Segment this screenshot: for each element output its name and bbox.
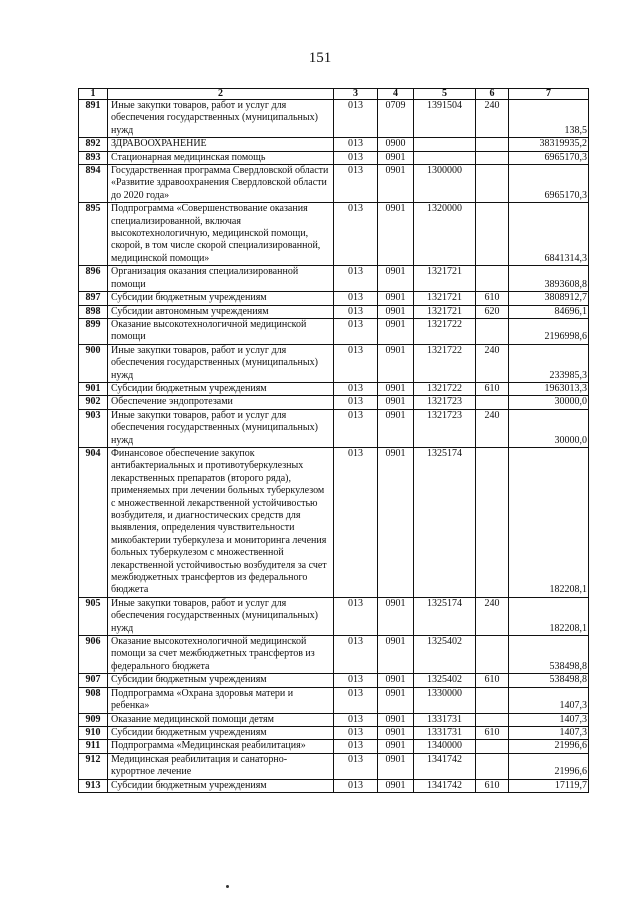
target-article-code: 1321722	[414, 344, 476, 382]
table-row	[79, 266, 589, 292]
row-number: 902	[79, 396, 108, 409]
ministry-code: 013	[334, 713, 378, 726]
target-article-code: 1321723	[414, 396, 476, 409]
expense-type-code: 610	[476, 726, 509, 739]
row-name: ЗДРАВООХРАНЕНИЕ	[108, 138, 334, 151]
ministry-code: 013	[334, 165, 378, 203]
section-code: 0901	[378, 344, 414, 382]
section-code: 0901	[378, 779, 414, 792]
expense-type-code	[476, 713, 509, 726]
table-row	[79, 203, 589, 266]
amount: 30000,0	[509, 409, 589, 447]
expense-type-code: 240	[476, 597, 509, 635]
row-name: Финансовое обеспечение закупок антибактериальных и противотуберкулезных лекарственных препаратов (второго ряда), применяемых при лечении больных туберкулезом с множественной лекарственной устойчивостью возбудителя, и диагностических средств для выявления, определения чувствительности микобактерии туберкулеза и мониторинга лечения больных туберкулезом с множественной лекарственной устойчивостью возбудителя за счет межбюджетных трансфертов из федерального бюджета	[108, 447, 334, 597]
section-code: 0900	[378, 138, 414, 151]
table-row	[79, 779, 589, 792]
target-article-code: 1341742	[414, 753, 476, 779]
header-row	[79, 89, 589, 100]
row-number: 908	[79, 687, 108, 713]
section-code: 0901	[378, 636, 414, 674]
ministry-code: 013	[334, 100, 378, 138]
row-number: 907	[79, 674, 108, 687]
table-row	[79, 305, 589, 318]
amount: 30000,0	[509, 396, 589, 409]
ministry-code: 013	[334, 740, 378, 753]
amount: 538498,8	[509, 674, 589, 687]
table-row	[79, 597, 589, 635]
row-number: 897	[79, 292, 108, 305]
target-article-code: 1321722	[414, 318, 476, 344]
ministry-code: 013	[334, 344, 378, 382]
expense-type-code	[476, 740, 509, 753]
row-number: 904	[79, 447, 108, 597]
row-number: 903	[79, 409, 108, 447]
section-code: 0901	[378, 151, 414, 164]
section-code: 0901	[378, 292, 414, 305]
expense-type-code	[476, 753, 509, 779]
row-number: 913	[79, 779, 108, 792]
expense-type-code	[476, 318, 509, 344]
section-code: 0901	[378, 165, 414, 203]
table-row	[79, 447, 589, 597]
page-number: 151	[308, 50, 332, 66]
amount: 182208,1	[509, 597, 589, 635]
row-number: 892	[79, 138, 108, 151]
expense-type-code: 610	[476, 779, 509, 792]
section-code: 0901	[378, 740, 414, 753]
target-article-code: 1300000	[414, 165, 476, 203]
expense-type-code	[476, 151, 509, 164]
row-name: Субсидии бюджетным учреждениям	[108, 292, 334, 305]
ministry-code: 013	[334, 753, 378, 779]
row-name: Субсидии бюджетным учреждениям	[108, 779, 334, 792]
row-name: Государственная программа Свердловской области «Развитие здравоохранения Свердловской области до 2020 года»	[108, 165, 334, 203]
ministry-code: 013	[334, 396, 378, 409]
target-article-code: 1330000	[414, 687, 476, 713]
row-number: 911	[79, 740, 108, 753]
row-number: 898	[79, 305, 108, 318]
target-article-code	[414, 138, 476, 151]
table-row	[79, 687, 589, 713]
table-row	[79, 753, 589, 779]
target-article-code: 1321721	[414, 305, 476, 318]
amount: 21996,6	[509, 753, 589, 779]
target-article-code: 1325174	[414, 597, 476, 635]
column-header: 3	[334, 89, 378, 100]
amount: 84696,1	[509, 305, 589, 318]
target-article-code: 1340000	[414, 740, 476, 753]
ministry-code: 013	[334, 203, 378, 266]
expense-type-code: 240	[476, 409, 509, 447]
row-number: 895	[79, 203, 108, 266]
expense-type-code: 620	[476, 305, 509, 318]
expense-type-code: 240	[476, 344, 509, 382]
amount: 6965170,3	[509, 165, 589, 203]
table-row	[79, 292, 589, 305]
expense-type-code: 610	[476, 382, 509, 395]
column-header: 4	[378, 89, 414, 100]
row-number: 909	[79, 713, 108, 726]
column-header: 2	[108, 89, 334, 100]
table-body	[79, 89, 589, 793]
amount: 233985,3	[509, 344, 589, 382]
expense-type-code	[476, 138, 509, 151]
row-number: 899	[79, 318, 108, 344]
section-code: 0901	[378, 726, 414, 739]
scan-mark	[226, 885, 229, 888]
row-number: 905	[79, 597, 108, 635]
row-name: Субсидии бюджетным учреждениям	[108, 674, 334, 687]
amount: 1407,3	[509, 726, 589, 739]
table-row	[79, 636, 589, 674]
budget-table	[78, 88, 589, 793]
target-article-code: 1321721	[414, 266, 476, 292]
row-number: 912	[79, 753, 108, 779]
table-row	[79, 344, 589, 382]
target-article-code	[414, 151, 476, 164]
row-number: 901	[79, 382, 108, 395]
row-name: Подпрограмма «Совершенствование оказания специализированной, включая высокотехнологичную, медицинской помощи, скорой, в том числе скорой специализированной, медицинской помощи»	[108, 203, 334, 266]
target-article-code: 1320000	[414, 203, 476, 266]
row-name: Стационарная медицинская помощь	[108, 151, 334, 164]
table-row	[79, 151, 589, 164]
row-name: Обеспечение эндопротезами	[108, 396, 334, 409]
ministry-code: 013	[334, 382, 378, 395]
amount: 6965170,3	[509, 151, 589, 164]
row-name: Субсидии бюджетным учреждениям	[108, 382, 334, 395]
target-article-code: 1325174	[414, 447, 476, 597]
section-code: 0901	[378, 318, 414, 344]
table-row	[79, 396, 589, 409]
row-name: Подпрограмма «Медицинская реабилитация»	[108, 740, 334, 753]
section-code: 0901	[378, 674, 414, 687]
target-article-code: 1331731	[414, 726, 476, 739]
section-code: 0901	[378, 305, 414, 318]
expense-type-code	[476, 687, 509, 713]
row-number: 893	[79, 151, 108, 164]
ministry-code: 013	[334, 305, 378, 318]
section-code: 0709	[378, 100, 414, 138]
amount: 138,5	[509, 100, 589, 138]
row-number: 894	[79, 165, 108, 203]
target-article-code: 1325402	[414, 674, 476, 687]
expense-type-code: 240	[476, 100, 509, 138]
column-header: 1	[79, 89, 108, 100]
row-name: Иные закупки товаров, работ и услуг для обеспечения государственных (муниципальных) нужд	[108, 597, 334, 635]
amount: 6841314,3	[509, 203, 589, 266]
target-article-code: 1325402	[414, 636, 476, 674]
row-name: Оказание высокотехнологичной медицинской помощи за счет межбюджетных трансфертов из федерального бюджета	[108, 636, 334, 674]
section-code: 0901	[378, 382, 414, 395]
table-row	[79, 740, 589, 753]
expense-type-code	[476, 636, 509, 674]
ministry-code: 013	[334, 597, 378, 635]
table-row	[79, 674, 589, 687]
amount: 3808912,7	[509, 292, 589, 305]
table-row	[79, 318, 589, 344]
target-article-code: 1321721	[414, 292, 476, 305]
table-row	[79, 165, 589, 203]
expense-type-code	[476, 165, 509, 203]
table-row	[79, 382, 589, 395]
table-row	[79, 409, 589, 447]
expense-type-code	[476, 266, 509, 292]
ministry-code: 013	[334, 292, 378, 305]
amount: 38319935,2	[509, 138, 589, 151]
row-name: Субсидии бюджетным учреждениям	[108, 726, 334, 739]
amount: 1963013,3	[509, 382, 589, 395]
ministry-code: 013	[334, 779, 378, 792]
ministry-code: 013	[334, 151, 378, 164]
section-code: 0901	[378, 266, 414, 292]
target-article-code: 1391504	[414, 100, 476, 138]
amount: 21996,6	[509, 740, 589, 753]
section-code: 0901	[378, 203, 414, 266]
ministry-code: 013	[334, 409, 378, 447]
row-name: Субсидии автономным учреждениям	[108, 305, 334, 318]
section-code: 0901	[378, 713, 414, 726]
row-name: Подпрограмма «Охрана здоровья матери и ребенка»	[108, 687, 334, 713]
target-article-code: 1341742	[414, 779, 476, 792]
ministry-code: 013	[334, 687, 378, 713]
target-article-code: 1331731	[414, 713, 476, 726]
ministry-code: 013	[334, 674, 378, 687]
row-number: 900	[79, 344, 108, 382]
section-code: 0901	[378, 687, 414, 713]
ministry-code: 013	[334, 266, 378, 292]
section-code: 0901	[378, 597, 414, 635]
row-name: Медицинская реабилитация и санаторно-курортное лечение	[108, 753, 334, 779]
table-row	[79, 100, 589, 138]
table-row	[79, 726, 589, 739]
expense-type-code	[476, 396, 509, 409]
row-number: 896	[79, 266, 108, 292]
row-number: 891	[79, 100, 108, 138]
ministry-code: 013	[334, 138, 378, 151]
section-code: 0901	[378, 409, 414, 447]
column-header: 5	[414, 89, 476, 100]
expense-type-code: 610	[476, 674, 509, 687]
amount: 3893608,8	[509, 266, 589, 292]
expense-type-code	[476, 447, 509, 597]
amount: 17119,7	[509, 779, 589, 792]
row-name: Иные закупки товаров, работ и услуг для обеспечения государственных (муниципальных) нужд	[108, 344, 334, 382]
target-article-code: 1321722	[414, 382, 476, 395]
row-number: 910	[79, 726, 108, 739]
table-row	[79, 713, 589, 726]
expense-type-code	[476, 203, 509, 266]
section-code: 0901	[378, 396, 414, 409]
amount: 182208,1	[509, 447, 589, 597]
column-header: 7	[509, 89, 589, 100]
row-name: Иные закупки товаров, работ и услуг для обеспечения государственных (муниципальных) нужд	[108, 100, 334, 138]
section-code: 0901	[378, 447, 414, 597]
row-number: 906	[79, 636, 108, 674]
row-name: Оказание высокотехнологичной медицинской помощи	[108, 318, 334, 344]
target-article-code: 1321723	[414, 409, 476, 447]
ministry-code: 013	[334, 636, 378, 674]
expense-type-code: 610	[476, 292, 509, 305]
amount: 538498,8	[509, 636, 589, 674]
ministry-code: 013	[334, 726, 378, 739]
amount: 1407,3	[509, 713, 589, 726]
row-name: Оказание медицинской помощи детям	[108, 713, 334, 726]
row-name: Организация оказания специализированной помощи	[108, 266, 334, 292]
ministry-code: 013	[334, 318, 378, 344]
amount: 2196998,6	[509, 318, 589, 344]
column-header: 6	[476, 89, 509, 100]
ministry-code: 013	[334, 447, 378, 597]
section-code: 0901	[378, 753, 414, 779]
amount: 1407,3	[509, 687, 589, 713]
table-row	[79, 138, 589, 151]
row-name: Иные закупки товаров, работ и услуг для обеспечения государственных (муниципальных) нужд	[108, 409, 334, 447]
